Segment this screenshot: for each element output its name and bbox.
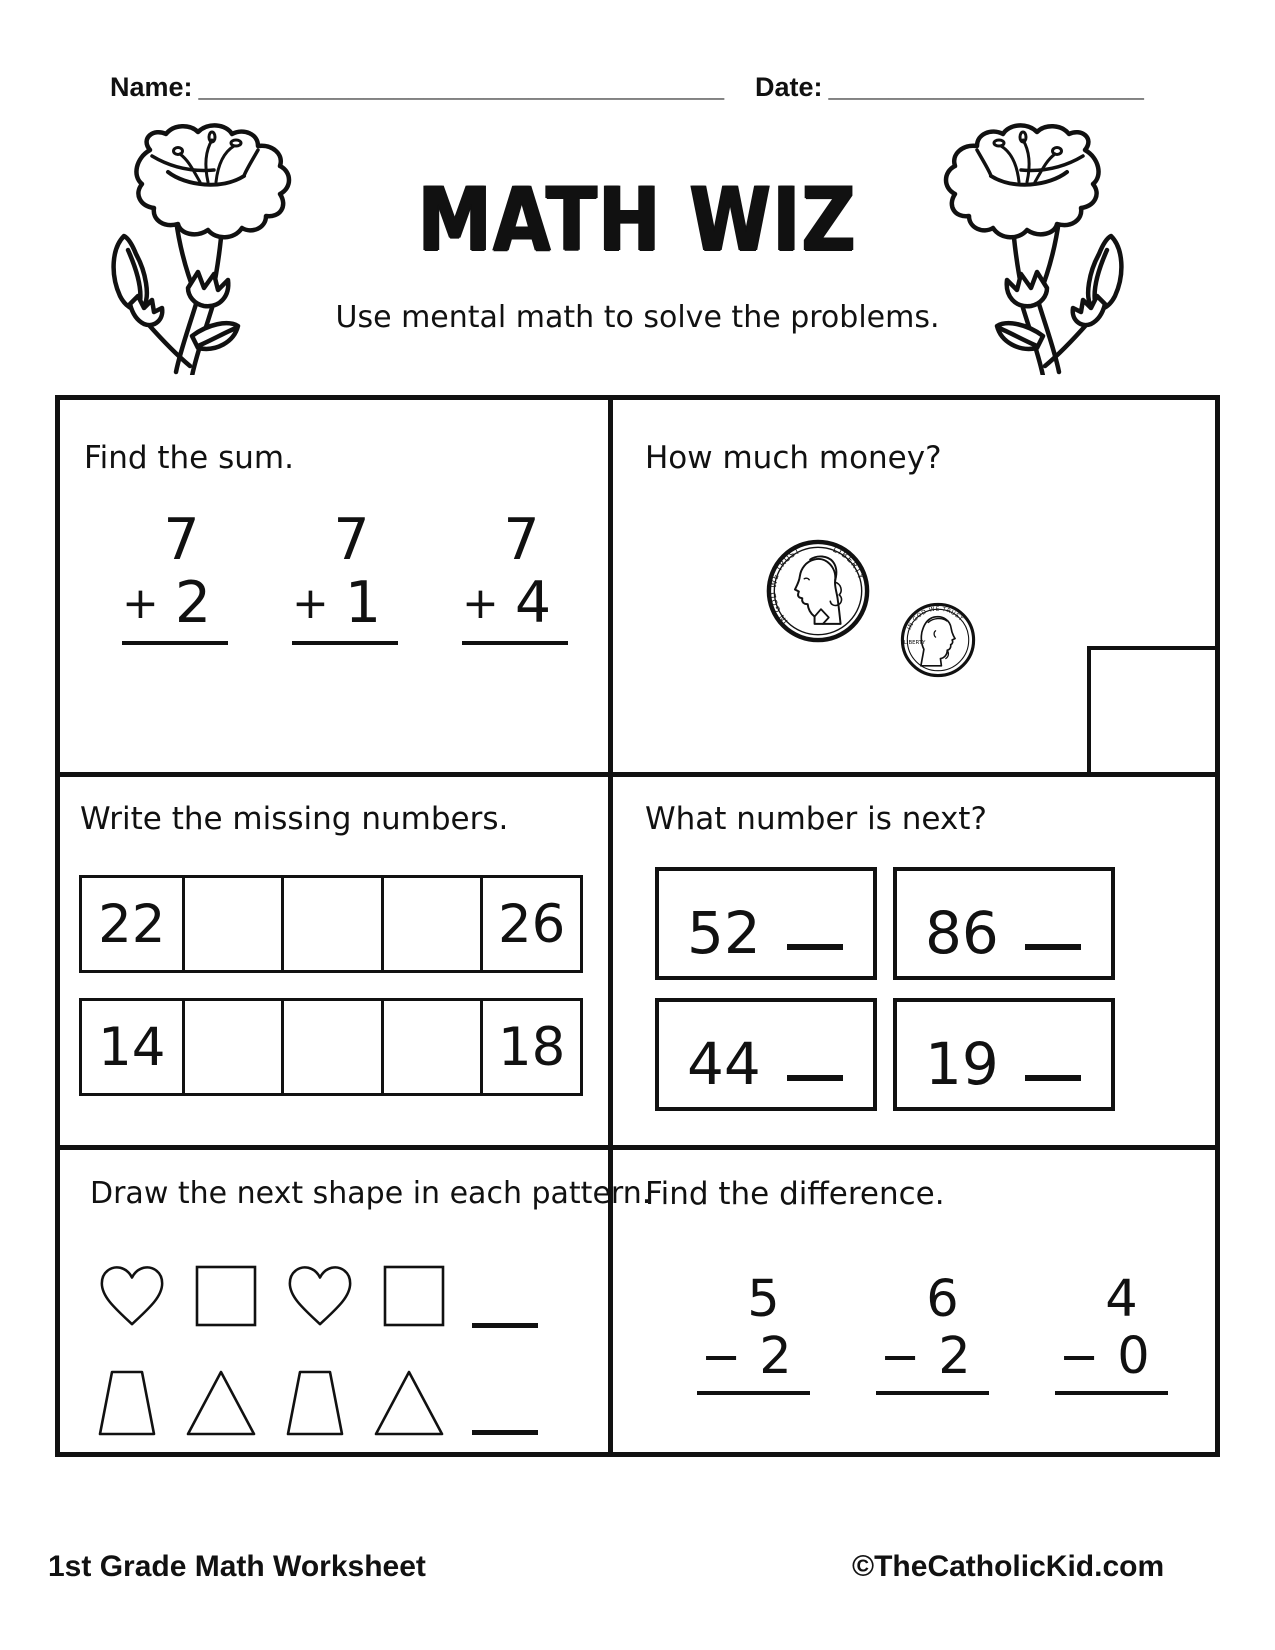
next-number-box xyxy=(655,867,877,980)
missing-prompt: Write the missing numbers. xyxy=(80,801,509,837)
operator-sign: + xyxy=(292,577,329,629)
problem-top-number: 6 xyxy=(926,1270,959,1329)
square-shape-icon xyxy=(382,1264,446,1328)
next-number-box xyxy=(893,998,1115,1111)
problem-top-number: 4 xyxy=(1105,1270,1138,1329)
triangle-shape-icon xyxy=(184,1368,258,1438)
problem-top-number: 7 xyxy=(333,507,370,573)
section-how-much-money xyxy=(613,400,1215,777)
section-find-the-difference xyxy=(613,1150,1215,1452)
operator-sign: + xyxy=(122,577,159,629)
shape-pattern-row xyxy=(96,1258,538,1334)
answer-line xyxy=(1055,1391,1168,1395)
answer-line xyxy=(122,641,228,645)
next-number-value: 19 xyxy=(925,1029,999,1098)
answer-line xyxy=(462,641,568,645)
problem-top-number: 7 xyxy=(503,507,540,573)
nickel-liberty-text: LIBERTY xyxy=(831,544,866,582)
problem-bottom-number: 4 xyxy=(514,570,552,636)
name-blank-line: ___________________________________ xyxy=(198,72,725,102)
next-number-blank-line xyxy=(787,944,843,950)
empty-number-cell xyxy=(182,1001,282,1093)
problem-bottom-row xyxy=(697,1327,810,1386)
next-number-box xyxy=(893,867,1115,980)
problem-bottom-row xyxy=(122,570,228,636)
nickel-coin-icon xyxy=(764,537,872,645)
money-answer-box xyxy=(1087,646,1215,772)
penny-liberty-text: LIBERTY xyxy=(903,639,926,646)
worksheet-subtitle: Use mental math to solve the problems. xyxy=(335,300,940,335)
problem-bottom-number: 0 xyxy=(1117,1327,1150,1386)
problems-grid xyxy=(55,395,1220,1457)
next-number-value: 52 xyxy=(687,898,761,967)
trapezoid-shape-icon xyxy=(284,1368,346,1438)
answer-line xyxy=(876,1391,989,1395)
worksheet-title: MATH WIZ xyxy=(417,168,858,271)
empty-number-cell xyxy=(281,1001,381,1093)
next-number-blank-line xyxy=(787,1075,843,1081)
shapes-prompt: Draw the next shape in each pattern. xyxy=(90,1176,652,1211)
problem-bottom-number: 1 xyxy=(344,570,382,636)
next-number-blank-line xyxy=(1025,1075,1081,1081)
problem-bottom-number: 2 xyxy=(759,1327,792,1386)
number-cell: 18 xyxy=(480,1001,580,1093)
draw-shape-blank-line xyxy=(472,1323,538,1328)
next-number-boxes xyxy=(655,867,1115,1111)
next-number-box xyxy=(655,998,877,1111)
penny-motto-text: IN GOD WE TRUST xyxy=(906,606,964,631)
shape-pattern-row xyxy=(96,1365,538,1441)
operator-sign: − xyxy=(880,1328,921,1385)
section-missing-numbers xyxy=(60,777,613,1150)
difference-problems xyxy=(697,1270,1168,1395)
empty-number-cell xyxy=(381,1001,481,1093)
answer-line xyxy=(292,641,398,645)
footer-left-text: 1st Grade Math Worksheet xyxy=(48,1550,426,1583)
math-problem xyxy=(122,507,228,645)
number-cell: 26 xyxy=(480,878,580,970)
operator-sign: + xyxy=(462,577,499,629)
draw-shape-blank-line xyxy=(472,1430,538,1435)
operator-sign: − xyxy=(701,1328,742,1385)
sum-problems xyxy=(122,507,568,645)
problem-bottom-row xyxy=(292,570,398,636)
heart-shape-icon xyxy=(284,1261,356,1331)
math-problem xyxy=(1055,1270,1168,1395)
date-blank-line: _____________________ xyxy=(828,72,1144,102)
problem-bottom-row xyxy=(462,570,568,636)
next-number-value: 44 xyxy=(687,1029,761,1098)
footer-right-text: ©TheCatholicKid.com xyxy=(852,1550,1165,1583)
section-what-number-next xyxy=(613,777,1215,1150)
heart-shape-icon xyxy=(96,1261,168,1331)
square-shape-icon xyxy=(194,1264,258,1328)
empty-number-cell xyxy=(381,878,481,970)
number-cell: 22 xyxy=(98,893,166,955)
nickel-motto-text: IN GOD WE TRUST xyxy=(768,546,802,626)
section-shape-patterns xyxy=(60,1150,652,1452)
operator-sign: − xyxy=(1059,1328,1100,1385)
section-find-the-sum xyxy=(60,400,613,777)
problem-top-number: 5 xyxy=(747,1270,780,1329)
empty-number-cell xyxy=(281,878,381,970)
next-prompt: What number is next? xyxy=(645,801,987,837)
money-prompt: How much money? xyxy=(645,440,942,476)
problem-top-number: 7 xyxy=(163,507,200,573)
triangle-shape-icon xyxy=(372,1368,446,1438)
problem-bottom-row xyxy=(1055,1327,1168,1386)
name-label: Name: xyxy=(110,72,193,102)
problem-bottom-row xyxy=(876,1327,989,1386)
math-problem xyxy=(462,507,568,645)
sum-prompt: Find the sum. xyxy=(84,440,294,476)
empty-number-cell xyxy=(182,878,282,970)
trapezoid-shape-icon xyxy=(96,1368,158,1438)
missing-numbers-row xyxy=(79,875,583,973)
math-problem xyxy=(876,1270,989,1395)
answer-line xyxy=(697,1391,810,1395)
difference-prompt: Find the difference. xyxy=(645,1176,945,1212)
math-problem xyxy=(697,1270,810,1395)
next-number-value: 86 xyxy=(925,898,999,967)
missing-numbers-row xyxy=(79,998,583,1096)
penny-coin-icon xyxy=(899,601,977,679)
date-label: Date: xyxy=(755,72,823,102)
number-cell: 14 xyxy=(98,1016,166,1078)
date-field xyxy=(755,72,1144,103)
problem-bottom-number: 2 xyxy=(938,1327,971,1386)
problem-bottom-number: 2 xyxy=(174,570,212,636)
next-number-blank-line xyxy=(1025,944,1081,950)
name-field xyxy=(110,72,724,103)
math-problem xyxy=(292,507,398,645)
